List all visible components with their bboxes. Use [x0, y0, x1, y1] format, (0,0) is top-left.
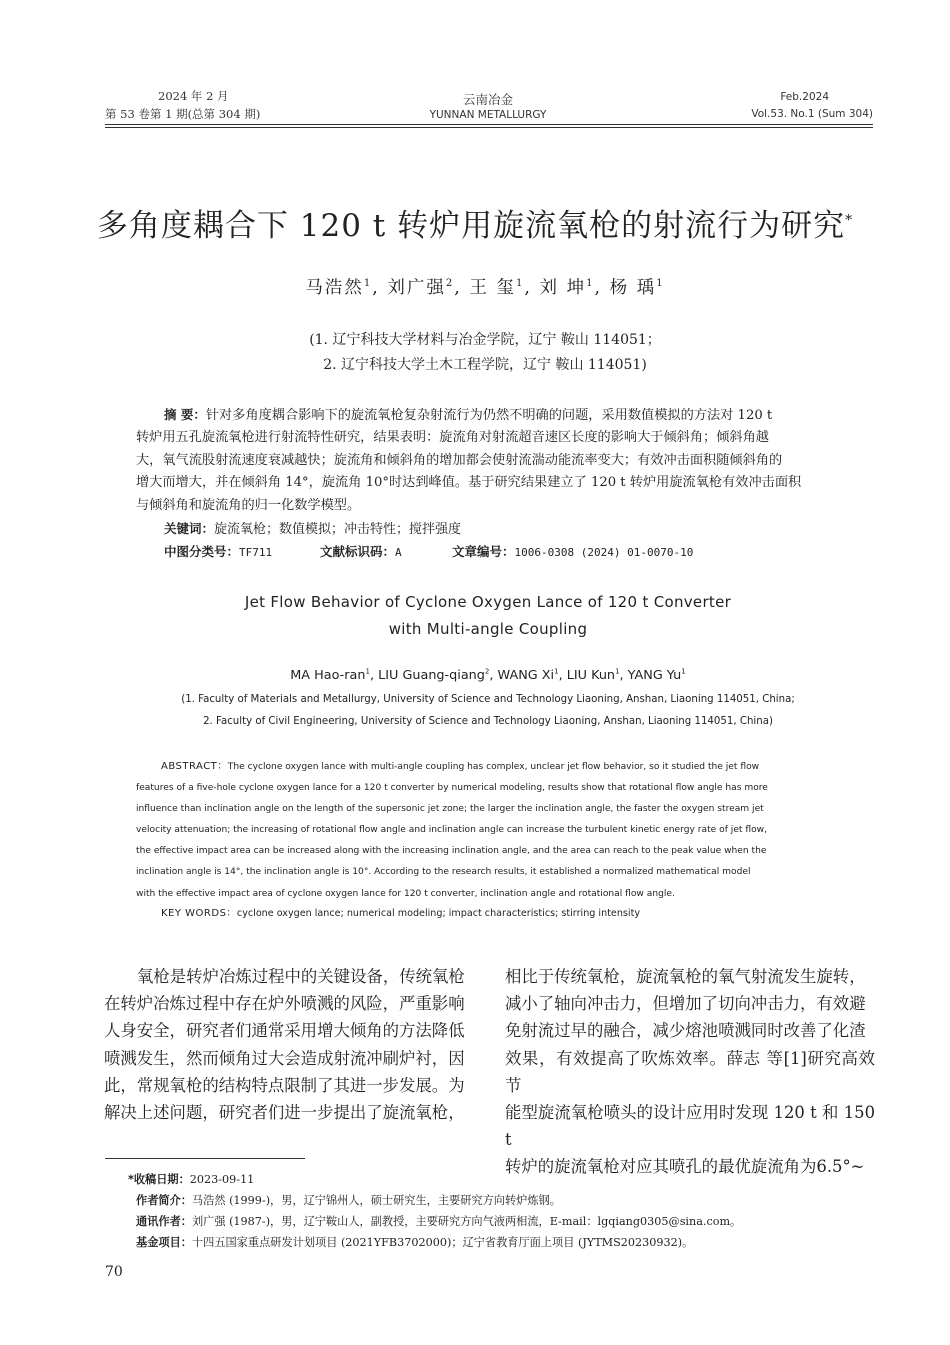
abstract-line: 转炉用五孔旋流氧枪进行射流特性研究，结果表明：旋流角对射流超音速区长度的影响大于倾斜角；倾斜角越: [136, 430, 769, 446]
affiliation-line: (1. 辽宁科技大学材料与冶金学院，辽宁 鞍山 114051；: [309, 332, 661, 348]
keywords-text: 旋流氧枪；数值模拟；冲击特性；搅拌强度: [214, 522, 462, 537]
document-code: 文献标识码：A: [320, 544, 402, 559]
footnote-corresponding: 通讯作者：刘广强 (1987-)，男，辽宁鞍山人，副教授，主要研究方向气液两相流，E-mail：lgqiang0305@sina.com。: [136, 1215, 742, 1228]
abstract-en-line: with the effective impact area of cyclone oxygen lance for 120 t converter, inclination angle and rotational flow angle.: [136, 888, 675, 899]
body-line: 解决上述问题，研究者们进一步提出了旋流氧枪，: [104, 1103, 465, 1123]
english-affiliation-line: (1. Faculty of Materials and Metallurgy, University of Science and Technology Liaoning, Anshan, Liaoning 114051, China;: [181, 694, 795, 705]
abstract-en-label: ABSTRACT：: [161, 761, 228, 772]
footnote-funding: 基金项目：十四五国家重点研发计划项目 (2021YFB3702000)；辽宁省教育厅面上项目 (JYTMS20230932)。: [136, 1236, 694, 1249]
journal-name-cn: 云南冶金: [462, 92, 513, 107]
footnote-author-bio: 作者简介：马浩然 (1999-)，男，辽宁锦州人，硕士研究生，主要研究方向转炉炼钢。: [136, 1194, 561, 1207]
author: MA Hao-ran$^1$,: [290, 668, 379, 684]
body-line: 转炉的旋流氧枪对应其喷孔的最优旋流角为6.5°~: [505, 1157, 865, 1177]
author: YANG Yu$^1$: [627, 668, 686, 684]
header-rule: [105, 124, 873, 125]
footnote-received: *收稿日期：2023-09-11: [128, 1173, 255, 1186]
body-line: 氧枪是转炉冶炼过程中的关键设备，传统氧枪: [137, 967, 465, 986]
keywords-en: [161, 904, 640, 919]
page-number: 70: [105, 1264, 123, 1280]
header-issue-cn: 第 53 卷第 1 期(总第 304 期): [105, 107, 261, 121]
author: 刘 坤$^1$,: [539, 278, 610, 298]
author: 王 玺$^1$,: [469, 278, 540, 298]
body-line: 免射流过早的融合，减少熔池喷溅同时改善了化渣: [505, 1021, 866, 1041]
keywords-label: 关键词：: [164, 521, 215, 536]
body-line: 在转炉冶炼过程中存在炉外喷溅的风险，严重影响: [104, 994, 465, 1014]
title-footnote-mark: *: [845, 212, 854, 229]
keywords-en-text: cyclone oxygen lance; numerical modeling; impact characteristics; stirring intensity: [236, 908, 641, 919]
abstract-en-line: velocity attenuation; the increasing of rotational flow angle and inclination angle can increase the turbulent kinetic energy rate of jet flow,: [136, 825, 767, 836]
english-title-line1: Jet Flow Behavior of Cyclone Oxygen Lance of 120 t Converter: [244, 593, 732, 611]
author: 杨 瑀$^1$: [609, 278, 665, 298]
keywords-en-label: KEY WORDS：: [161, 908, 237, 919]
body-column-right: [505, 963, 875, 1181]
abstract-en-line: inclination angle is 14°, the inclination angle is 10°. According to the research results, it established a normalized mathematical model: [136, 867, 751, 878]
header-date-cn: 2024 年 2 月: [158, 89, 229, 103]
abstract-en-line: The cyclone oxygen lance with multi-angle coupling has complex, unclear jet flow behavior, so it studied the jet flow: [227, 762, 760, 772]
body-line: 此，常规氧枪的结构特点限制了其进一步发展。为: [104, 1075, 465, 1095]
header-issue-en: Vol.53. No.1 (Sum 304): [751, 108, 873, 120]
header-date-en: Feb.2024: [780, 91, 829, 103]
body-line: 效果，有效提高了吹炼效率。薛志 等[1]研究高效节: [505, 1048, 875, 1095]
body-line: 能型旋流氧枪喷头的设计应用时发现 120 t 和 150 t: [505, 1103, 875, 1150]
keywords-cn: [164, 518, 461, 537]
header-rule-thin: [105, 127, 873, 128]
author: LIU Kun$^1$,: [566, 668, 628, 684]
article-title: [0, 200, 950, 245]
article-number: 文章编号：1006-0308 (2024) 01-0070-10: [452, 544, 694, 559]
abstract-cn: [136, 404, 844, 517]
clc-number: 中图分类号：TF711: [164, 544, 273, 559]
abstract-line: 大，氧气流股射流速度衰减越快；旋流角和倾斜角的增加都会使射流湍动能流率变大；有效冲击面积随倾斜角的: [136, 452, 783, 468]
english-affiliation-line: 2. Faculty of Civil Engineering, University of Science and Technology Liaoning, Anshan, Liaoning 114051, China): [203, 716, 773, 727]
abstract-line: 针对多角度耦合影响下的旋流氧枪复杂射流行为仍然不明确的问题，采用数值模拟的方法对 120 t: [205, 408, 773, 423]
body-column-left: [104, 963, 474, 1126]
author: 马浩然$^1$,: [305, 278, 388, 298]
author: WANG Xi$^1$,: [497, 668, 567, 684]
abstract-label: 摘 要：: [164, 407, 206, 422]
body-line: 喷溅发生，然而倾角过大会造成射流冲刷炉衬，因: [104, 1048, 465, 1068]
abstract-en-line: the effective impact area can be increased along with the increasing inclination angle, and the area can reach to the peak value when the: [136, 846, 767, 857]
journal-name-en: YUNNAN METALLURGY: [429, 109, 547, 121]
abstract-line: 与倾斜角和旋流角的归一化数学模型。: [136, 497, 361, 513]
body-line: 人身安全，研究者们通常采用增大倾角的方法降低: [104, 1021, 465, 1041]
english-title-line2: with Multi-angle Coupling: [388, 620, 588, 638]
author: 刘广强$^2$,: [387, 278, 470, 298]
affiliation-line: 2. 辽宁科技大学土木工程学院，辽宁 鞍山 114051): [323, 357, 647, 373]
abstract-en: [136, 756, 844, 905]
abstract-line: 增大而增大，并在倾斜角 14°，旋流角 10°时达到峰值。基于研究结果建立了 120 t 转炉用旋流氧枪有效冲击面积: [136, 475, 802, 491]
title-text: 多角度耦合下 120 t 转炉用旋流氧枪的射流行为研究: [96, 208, 846, 244]
english-author-list: [0, 668, 950, 683]
abstract-en-line: features of a five-hole cyclone oxygen lance for a 120 t converter by numerical modeling, results show that rotational flow angle has more: [136, 783, 768, 794]
body-line: 减小了轴向冲击力，但增加了切向冲击力，有效避: [505, 994, 866, 1014]
author-list: [0, 274, 950, 299]
author: LIU Guang-qiang$^2$,: [378, 668, 498, 684]
body-line: 相比于传统氧枪，旋流氧枪的氧气射流发生旋转，: [505, 967, 866, 986]
footnote-rule: [105, 1158, 305, 1159]
abstract-en-line: influence than inclination angle on the length of the supersonic jet zone; the larger the inclination angle, the faster the oxygen stream jet: [136, 804, 764, 815]
